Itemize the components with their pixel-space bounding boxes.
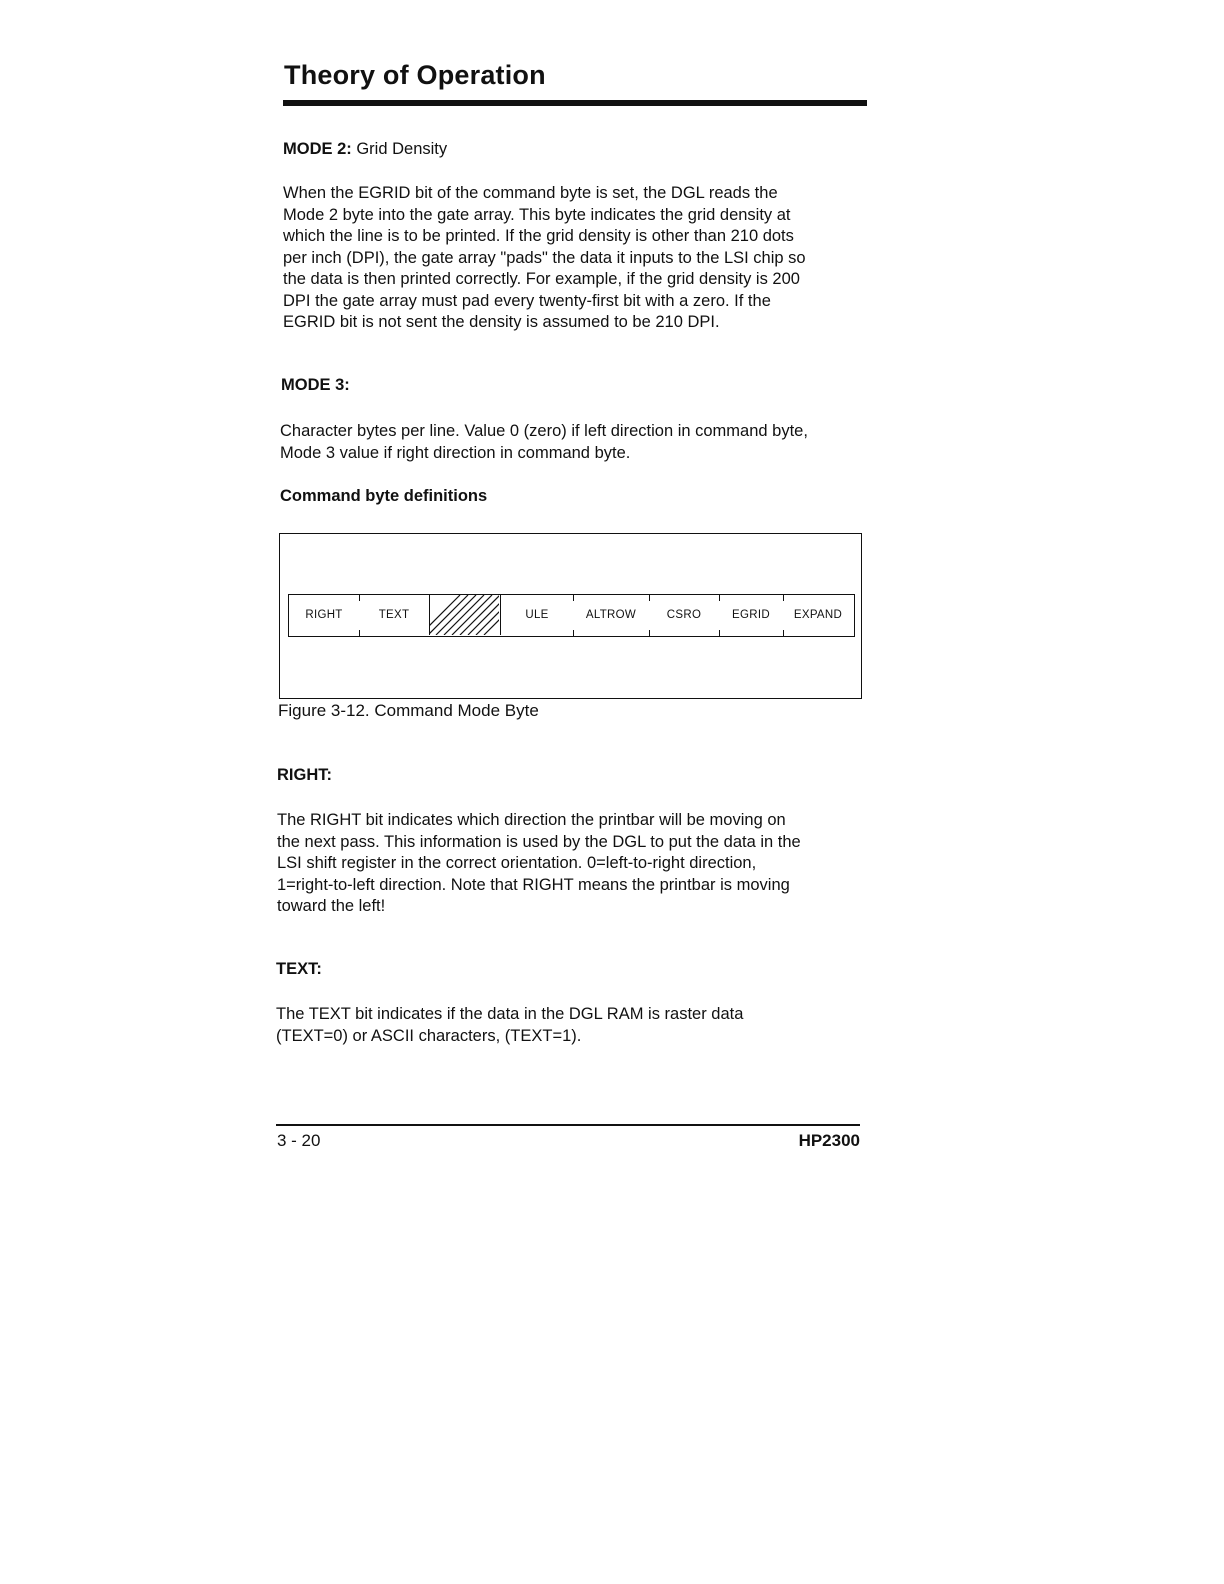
right-paragraph <box>277 810 877 918</box>
mode2-paragraph <box>283 183 873 334</box>
text-line: (TEXT=0) or ASCII characters, (TEXT=1). <box>276 1026 582 1045</box>
mode2-line: DPI the gate array must pad every twenty-first bit with a zero. If the <box>283 291 771 310</box>
mode3-line: Character bytes per line. Value 0 (zero) if left direction in command byte, <box>280 422 808 440</box>
bit-text: TEXT <box>378 609 410 621</box>
right-line: the next pass. This information is used by the DGL to put the data in the <box>277 832 801 851</box>
right-line: The RIGHT bit indicates which direction the printbar will be moving on <box>277 811 786 829</box>
text-line: The TEXT bit indicates if the data in the DGL RAM is raster data <box>276 1005 744 1023</box>
text-paragraph <box>276 1004 876 1047</box>
header-rule <box>283 100 867 106</box>
bit-altrow: ALTROW <box>585 609 637 621</box>
product-name: HP2300 <box>798 1131 860 1150</box>
text-heading: TEXT: <box>276 960 322 978</box>
command-byte-diagram <box>288 594 855 637</box>
divider-tick <box>649 630 650 637</box>
figure-caption: Figure 3-12. Command Mode Byte <box>278 701 539 720</box>
right-line: 1=right-to-left direction. Note that RIGHT means the printbar is moving <box>277 875 790 894</box>
right-line: toward the left! <box>277 897 386 915</box>
divider-tick <box>573 594 574 601</box>
mode3-line: Mode 3 value if right direction in command byte. <box>280 443 631 462</box>
mode2-line: Mode 2 byte into the gate array. This byte indicates the grid density at <box>283 205 791 224</box>
page-title: Theory of Operation <box>284 60 546 90</box>
divider-tick <box>359 630 360 637</box>
command-mode-figure <box>279 533 862 699</box>
page-number: 3 - 20 <box>277 1131 321 1150</box>
divider-tick <box>359 594 360 601</box>
right-line: LSI shift register in the correct orientation. 0=left-to-right direction, <box>277 854 757 872</box>
bit-egrid: EGRID <box>732 609 770 621</box>
mode2-line: which the line is to be printed. If the grid density is other than 210 dots <box>283 227 794 245</box>
mode3-paragraph <box>280 421 880 464</box>
divider-tick <box>573 630 574 637</box>
divider-tick <box>719 594 720 601</box>
hatch-pattern <box>430 595 499 635</box>
divider-tick <box>783 594 784 601</box>
divider-tick <box>783 630 784 637</box>
bit-csro: CSRO <box>666 609 702 621</box>
mode2-line: the data is then printed correctly. For example, if the grid density is 200 <box>283 270 800 288</box>
mode2-heading <box>283 139 447 161</box>
bit-ule: ULE <box>525 609 549 621</box>
footer-rule <box>276 1124 860 1126</box>
divider-tick <box>649 594 650 601</box>
mode2-line: When the EGRID bit of the command byte is set, the DGL reads the <box>283 184 778 202</box>
divider-tick <box>719 630 720 637</box>
mode2-line: per inch (DPI), the gate array "pads" the data it inputs to the LSI chip so <box>283 248 806 267</box>
bit-reserved-hatched <box>429 595 501 635</box>
right-heading: RIGHT: <box>277 766 332 784</box>
bit-right: RIGHT <box>305 609 343 621</box>
bit-expand: EXPAND <box>793 609 843 621</box>
mode3-heading: MODE 3: <box>281 376 350 394</box>
command-byte-heading: Command byte definitions <box>280 487 488 505</box>
mode2-line: EGRID bit is not sent the density is assumed to be 210 DPI. <box>283 313 720 331</box>
mode2-title: Grid Density <box>351 140 448 158</box>
mode2-label: MODE 2: <box>283 140 352 158</box>
